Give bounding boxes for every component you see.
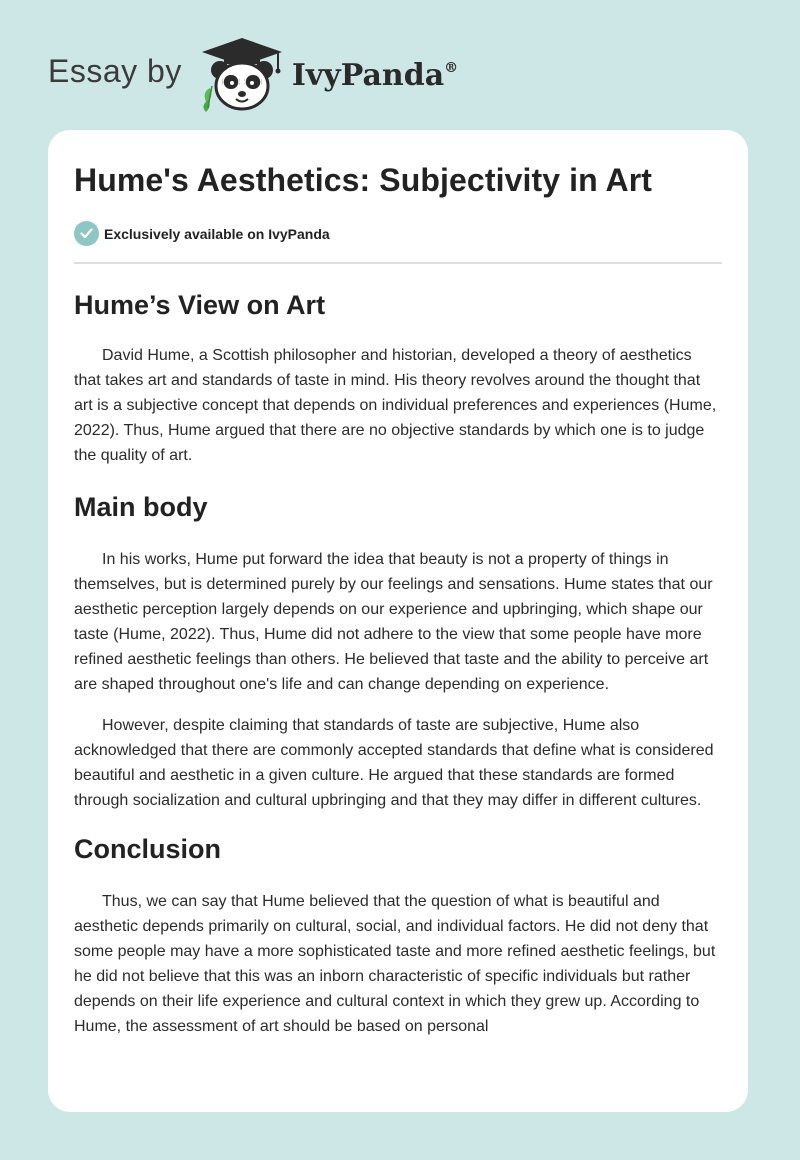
section-heading: Hume’s View on Art bbox=[74, 290, 326, 320]
section-heading: Main body bbox=[74, 492, 208, 522]
page-title: Hume's Aesthetics: Subjectivity in Art bbox=[74, 162, 653, 198]
section-heading: Conclusion bbox=[74, 834, 221, 864]
site-header bbox=[48, 34, 458, 114]
panda-logo-icon bbox=[198, 36, 286, 112]
paragraph: However, despite claiming that standards of taste are subjective, Hume also acknowledged that there are commonly accepted standards that define what is considered beautiful and aesthetic in a given culture. He argued that these standards are formed through socialization and cultural upbringing and that they may differ in different cultures. bbox=[74, 717, 714, 809]
registered-mark: ® bbox=[444, 59, 459, 76]
article-card bbox=[48, 130, 748, 1112]
paragraph: In his works, Hume put forward the idea that beauty is not a property of things in themselves, but is determined purely by our feelings and sensations. Hume states that our aesthetic perception largely depends on our experience and upbringing, which shape our taste (Hume, 2022). Thus, Hume did not adhere to the view that some people have more refined aesthetic feelings than others. He believed that taste and the ability to perceive art are shaped throughout one's life and can change depending on experience. bbox=[74, 551, 713, 693]
paragraph: Thus, we can say that Hume believed that the question of what is beautiful and aesthetic depends primarily on cultural, social, and individual factors. He did not deny that some people may have a more sophisticated taste and more refined aesthetic feelings, but he did not believe that this was an inborn characteristic of specific individuals but rather depends on their life experience and cultural context in which they grew up. According to Hume, the assessment of art should be based on personal bbox=[74, 893, 716, 1035]
paragraph: David Hume, a Scottish philosopher and historian, developed a theory of aesthetics that takes art and standards of taste in mind. His theory revolves around the thought that art is a subjective concept that depends on individual preferences and experiences (Hume, 2022). Thus, Hume argued that there are no objective standards by which one is to judge the quality of art. bbox=[74, 347, 717, 464]
checkmark-icon bbox=[74, 221, 99, 246]
essay-by-label: Essay by bbox=[48, 52, 182, 89]
brand-name[interactable]: IvyPanda® bbox=[291, 57, 459, 93]
badge-text: Exclusively available on IvyPanda bbox=[104, 225, 330, 242]
exclusive-badge bbox=[74, 221, 722, 264]
